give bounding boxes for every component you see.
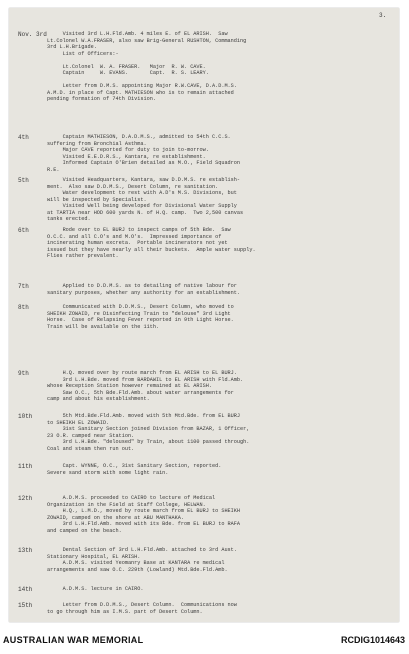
entry-line: SHEIKH ZOWAID, re Disinfecting Train to "delouse" 3rd Light — [47, 310, 231, 317]
entry-body — [47, 370, 385, 403]
entry-line: Coal and steam then run out. — [47, 445, 135, 452]
entry-date: 9th — [18, 370, 29, 377]
entry-line: pending formation of 74th Division. — [47, 96, 156, 102]
entry-line: arrangements and saw O.C. 229th (Lowland) Mtd.Bde.Fld.Amb. — [47, 566, 228, 573]
entry-line: Lt.Colonel W. A. FRASER. Major R. W. CAVE. — [47, 63, 206, 70]
entry-line: 5th Mtd.Bde.Fld.Amb. moved with 5th Mtd.Bde. from EL BURJ — [47, 413, 241, 419]
entry-line: Saw O.C., 5th Bde.Fld.Amb. about water arrangements for — [47, 389, 234, 396]
entry-line: Dental Section of 3rd L.H.Fld.Amb. attached to 3rd Aust. — [47, 547, 237, 553]
entry-line: Rode over to EL BURJ to inspect camps of 5th Bde. Saw — [47, 227, 231, 233]
entry-line: Lt.Colonel W.A.FRASER, also saw Brig-General RUSHTON, Commanding — [47, 37, 247, 44]
entry-date: Nov. 3rd — [18, 31, 47, 38]
entry-line: 3rd L.H.Brigade. — [47, 44, 97, 50]
entry-line: tanks erected. — [47, 216, 91, 222]
entry-date: 7th — [18, 283, 29, 290]
entry-line: Flies rather prevalent. — [47, 253, 119, 259]
entry-date: 13th — [18, 547, 33, 554]
page-number: 3. — [379, 12, 387, 19]
entry-line: 23 O.R. camped near Station. — [47, 432, 135, 439]
entry-date: 12th — [18, 495, 33, 502]
entry-line: Captain W. EVANS. Capt. R. S. LEARY. — [47, 70, 209, 76]
entry-body — [47, 134, 385, 173]
entry-line: issued but they have nearly all their buckets. Ample water supply. — [47, 246, 256, 253]
entry-body — [47, 602, 385, 615]
entry-line: at TARTIA near HOD 600 yards N. of H.Q. camp. Two 2,500 canvas — [47, 209, 244, 216]
entry-line: A.M.D. in place of Capt. MATHIESON who is to remain attached — [47, 89, 234, 96]
entry-date: 14th — [18, 586, 33, 593]
entry-line: 3rd L.H.Bde. moved from BARDAWIL to EL ARISH with Fld.Amb. — [47, 376, 244, 383]
entry-line: ment. Also saw D.D.M.S., Desert Column, re sanitation. — [47, 183, 219, 190]
entry-line: Water development to rest with A.D's M.S. Divisions, but — [47, 190, 237, 196]
entry-body — [47, 463, 385, 476]
entry-line: ZOWAID, camped on the shore at ABU MANTHAKA. — [47, 514, 184, 521]
entry-line: Letter from D.M.S. appointing Major R.W.CAVE, D.A.D.M.S. — [47, 83, 237, 89]
archive-footer — [0, 624, 409, 654]
entry-line: Letter from D.D.M.S., Desert Column. Communications now — [47, 602, 237, 608]
entry-line: Visited Headquarters, Kantara, saw D.D.M.S. re establish- — [47, 177, 241, 183]
entry-line: Horse. Case of Relapsing Fever reported in 9th Light Horse. — [47, 317, 234, 323]
entry-body — [47, 547, 385, 573]
entry-line: A.D.M.S. lecture in CAIRO. — [47, 586, 144, 592]
entry-body — [47, 495, 385, 534]
entry-line: and camped on the beach. — [47, 527, 122, 534]
entry-body — [47, 304, 385, 330]
entry-line: A.D.M.S. visited Yeomanry Base at KANTARA re medical — [47, 560, 225, 566]
entry-line: Visited E.E.D.R.S., Kantara, re establishment. — [47, 153, 206, 160]
document-page — [9, 8, 399, 622]
entry-date: 15th — [18, 602, 33, 609]
entry-line: H.Q. moved over by route march from EL ARISH to EL BURJ. — [47, 370, 237, 376]
entry-body — [47, 283, 385, 296]
entry-body — [47, 31, 385, 103]
entry-line: to SHEIKH EL ZOWAID. — [47, 419, 110, 426]
entry-line: 3rd L.H.Bde. "deloused" by Train, about 1100 passed through. — [47, 439, 250, 445]
entry-date: 5th — [18, 177, 29, 184]
entry-line: A.D.M.S. proceeded to CAIRO to lecture of Medical — [47, 495, 216, 501]
entry-line: Organization in the Field at Staff College, HELWAN. — [47, 501, 206, 508]
entry-line: whose Reception Station however remained at EL ARISH. — [47, 383, 212, 389]
entry-date: 10th — [18, 413, 33, 420]
entry-line: Captain MATHIESON, D.A.D.M.S., admitted to 54th C.C.S. — [47, 134, 231, 140]
entry-line: Visited Well being developed for Divisional Water Supply — [47, 203, 237, 209]
entry-line: O.C.C. and all C.O's and M.O's. Impressed importance of — [47, 233, 222, 240]
entry-line: Communicated with D.D.M.S., Desert Column, who moved to — [47, 304, 234, 310]
entry-line: Major CAVE reported for duty to join to-morrow. — [47, 147, 209, 153]
entry-line: camp and about his establishment. — [47, 396, 150, 402]
entry-line: suffering from Bronchial Asthma. — [47, 140, 147, 147]
entry-line: H.Q., L.M.D., moved by route march from EL BURJ to SHEIKH — [47, 508, 241, 514]
entry-body — [47, 586, 385, 593]
entry-body — [47, 227, 385, 260]
entry-line: Applied to D.D.M.S. as to detailing of native labour for — [47, 283, 237, 289]
entry-date: 4th — [18, 134, 29, 141]
archive-name: AUSTRALIAN WAR MEMORIAL — [3, 635, 144, 645]
entry-line: List of Officers:- — [47, 50, 119, 57]
entry-line: Capt. WYNNE, O.C., 31st Sanitary Section, reported. — [47, 463, 222, 469]
entry-line: 3rd L.H.Fld.Amb. moved with its Bde. from EL BURJ to RAFA — [47, 521, 241, 527]
entry-line: Severe sand storm with some light rain. — [47, 469, 169, 476]
entry-line: 31st Sanitary Section joined Division from BAZAR, 1 Officer, — [47, 426, 250, 432]
entry-line: R.E. — [47, 166, 60, 173]
entry-line: to go through him as I.M.S. part of Desert Column. — [47, 608, 203, 615]
entry-line: sanitary purposes, whether any authority for an establishment. — [47, 289, 241, 296]
entry-line: Train will be available on the 11th. — [47, 323, 160, 330]
entry-date: 6th — [18, 227, 29, 234]
entry-line: incinerating human excreta. Portable incinerators not yet — [47, 240, 228, 246]
entry-line: Visited 3rd L.H.Fld.Amb. 4 miles E. of EL ARISH. Saw — [47, 31, 228, 37]
entry-line: Informed Captain O'Brien detailed as M.O., Field Squadron — [47, 160, 241, 166]
entry-body — [47, 177, 385, 223]
entry-line: will be inspected by Specialist. — [47, 196, 147, 203]
entry-body — [47, 413, 385, 452]
entry-date: 11th — [18, 463, 33, 470]
archive-reference: RCDIG1014643 — [340, 635, 405, 645]
entry-line: Stationary Hospital, EL ARISH. — [47, 553, 141, 560]
entry-date: 8th — [18, 304, 29, 311]
